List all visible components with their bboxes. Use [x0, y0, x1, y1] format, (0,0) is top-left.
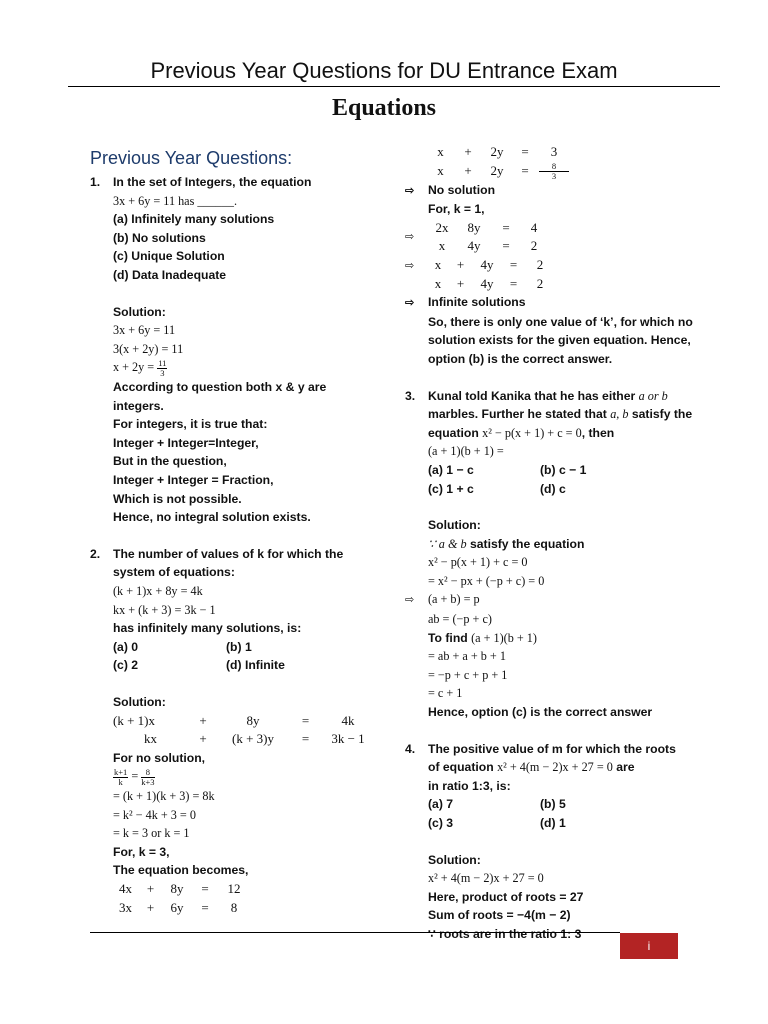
q2-step: = (k + 1)(k + 3) = 8k [113, 789, 215, 804]
question-2-stem: 2. The number of values of k for which the system of equations: [90, 546, 344, 580]
q2-system-5: ⇨ x + 4y = 2 x + 4y = 2 [405, 256, 695, 293]
document-header-title: Previous Year Questions for DU Entrance Exam [150, 58, 618, 83]
fraction: $\frac{8}{3}$ [539, 162, 569, 181]
q4-option-c: (c) 3 [428, 816, 454, 830]
q1-step: 3x + 6y = 11 [113, 323, 176, 338]
right-column [405, 143, 695, 944]
question-1-stem: 1. In the set of Integers, the equation [90, 175, 312, 189]
q2-option-b: (b) 1 [226, 639, 252, 654]
q1-text: Integer + Integer=Integer, [113, 435, 259, 450]
question-4-stem: 4. The positive value of m for which the roots of equation x² + 4(m − 2)x + 27 = 0 are in ratio 1:3, is: [405, 741, 676, 793]
q1-text: Hence, no integral solution exists. [113, 510, 311, 525]
q2-option-c: (c) 2 [113, 658, 139, 673]
q2-step: = k² − 4k + 3 = 0 [113, 807, 196, 822]
q2-system-4: ⇨ 2x 8y = 4 x 4y = 2 [405, 219, 695, 256]
q3-step: x² − p(x + 1) + c = 0 [428, 555, 528, 570]
arrow-icon: ⇨ [405, 230, 415, 243]
q3-options-row [405, 480, 695, 499]
q2-step: For, k = 3, [113, 844, 170, 859]
q4-option-a: (a) 7 [428, 797, 454, 812]
q2-step: = k = 3 or k = 1 [113, 826, 190, 841]
q1-option-b: (b) No solutions [113, 230, 206, 245]
q3-step: = ab + a + b + 1 [428, 649, 506, 664]
q2-options-row [90, 656, 350, 675]
section-heading: Previous Year Questions: [90, 148, 293, 168]
q3-satisfy: ∵ a & b satisfy the equation [428, 536, 585, 551]
q1-option-d: (d) Data Inadequate [113, 267, 227, 282]
q1-text: For integers, it is true that: [113, 417, 268, 432]
q4-options-row [405, 814, 695, 833]
arrow-icon: ⇨ [405, 297, 415, 310]
fraction: $\frac{11}{3}$ [158, 358, 167, 379]
q3-step: = x² − px + (−p + c) = 0 [428, 573, 545, 588]
q4-options-row [405, 795, 695, 814]
q2-stem2: has infinitely many solutions, is: [113, 621, 302, 636]
for-k1: For, k = 1, [428, 202, 485, 217]
arrow-no-solution: ⇨ No solution [405, 181, 695, 201]
q2-option-a: (a) 0 [113, 639, 139, 654]
q2-solution-label: Solution: [113, 694, 166, 709]
q4-option-d: (d) 1 [540, 816, 566, 830]
arrow-icon: ⇨ [405, 259, 415, 272]
q2-fraction-eq: $\frac{k+1}{k}$ = $\frac{8}{k+3}$ [114, 767, 155, 788]
q3-option-a: (a) 1 − c [428, 462, 474, 477]
q3-conclusion: Hence, option (c) is the correct answer [428, 705, 653, 720]
q2-options-row [90, 638, 350, 657]
left-column [90, 173, 365, 917]
q4-line: ∵ roots are in the ratio 1: 3 [428, 926, 582, 941]
question-1-equation: 3x + 6y = 11 has ______. [113, 193, 237, 208]
q1-text: Integer + Integer = Fraction, [113, 473, 274, 488]
q4-line: Sum of roots = −4(m − 2) [428, 908, 571, 923]
q3-solution-label: Solution: [428, 518, 481, 533]
q3-option-b: (b) c − 1 [540, 462, 587, 477]
q1-text: Which is not possible. [113, 491, 242, 506]
q2-system: (k + 1)x + 8y = 4k kx + (k + 3)y = 3k − 1 [113, 712, 365, 747]
q2-system-2: 4x + 8y = 12 3x + 6y = 8 [119, 881, 241, 915]
arrow-icon: ⇨ [405, 184, 415, 197]
q3-options-row [405, 461, 695, 480]
arrow-icon: ⇨ [405, 594, 415, 607]
q1-option-a: (a) Infinitely many solutions [113, 212, 275, 227]
arrow-infinite: ⇨ Infinite solutions [405, 293, 695, 313]
q3-step: ⇨ (a + b) = p [405, 590, 695, 610]
q3-option-d: (d) c [540, 481, 566, 496]
q2-option-d: (d) Infinite [226, 658, 285, 673]
q2-system-3: x + 2y = 3 x + 2y = $\frac{8}{3}$ [405, 143, 695, 181]
q1-step: 3(x + 2y) = 11 [113, 341, 184, 356]
q1-option-c: (c) Unique Solution [113, 249, 225, 264]
page-number-badge: i [620, 933, 678, 959]
q4-solution-label: Solution: [428, 852, 481, 867]
fraction: $\frac{k+1}{k}$ [114, 767, 128, 788]
q3-step: = −p + c + p + 1 [428, 667, 508, 682]
q2-no-solution: For no solution, [113, 750, 206, 765]
q4-equation: x² + 4(m − 2)x + 27 = 0 [428, 871, 544, 886]
fraction: $\frac{8}{k+3}$ [141, 767, 155, 788]
q3-stem-end: (a + 1)(b + 1) = [428, 444, 504, 459]
q3-find: To find (a + 1)(b + 1) [428, 630, 537, 645]
chapter-title: Equations [331, 95, 437, 121]
q3-step: = c + 1 [428, 686, 463, 701]
question-3-stem: 3. Kunal told Kanika that he has either a or b marbles. Further he stated that a, b satisfy the equation x² − p(x + 1) + c = 0, then [405, 388, 693, 440]
q1-solution-label: Solution: [113, 304, 166, 319]
q1-step-fraction: x + 2y = $\frac{11}{3}$ [113, 358, 167, 379]
footer-rule [90, 932, 620, 933]
header-rule [68, 86, 720, 87]
q1-text: But in the question, [113, 454, 227, 469]
q4-line: Here, product of roots = 27 [428, 889, 584, 904]
q1-text: According to question both x & y are integers. [113, 380, 327, 413]
q2-eq1: (k + 1)x + 8y = 4k [113, 583, 203, 598]
q2-eq2: kx + (k + 3) = 3k − 1 [113, 602, 216, 617]
q2-step: The equation becomes, [113, 863, 249, 878]
q2-conclusion: So, there is only one value of ‘k’, for which no solution exists for the given equation. Hence, option (b) is the correct answer. [428, 314, 693, 366]
q4-option-b: (b) 5 [540, 797, 566, 812]
q3-step: ab = (−p + c) [428, 612, 492, 627]
q3-option-c: (c) 1 + c [428, 481, 474, 496]
